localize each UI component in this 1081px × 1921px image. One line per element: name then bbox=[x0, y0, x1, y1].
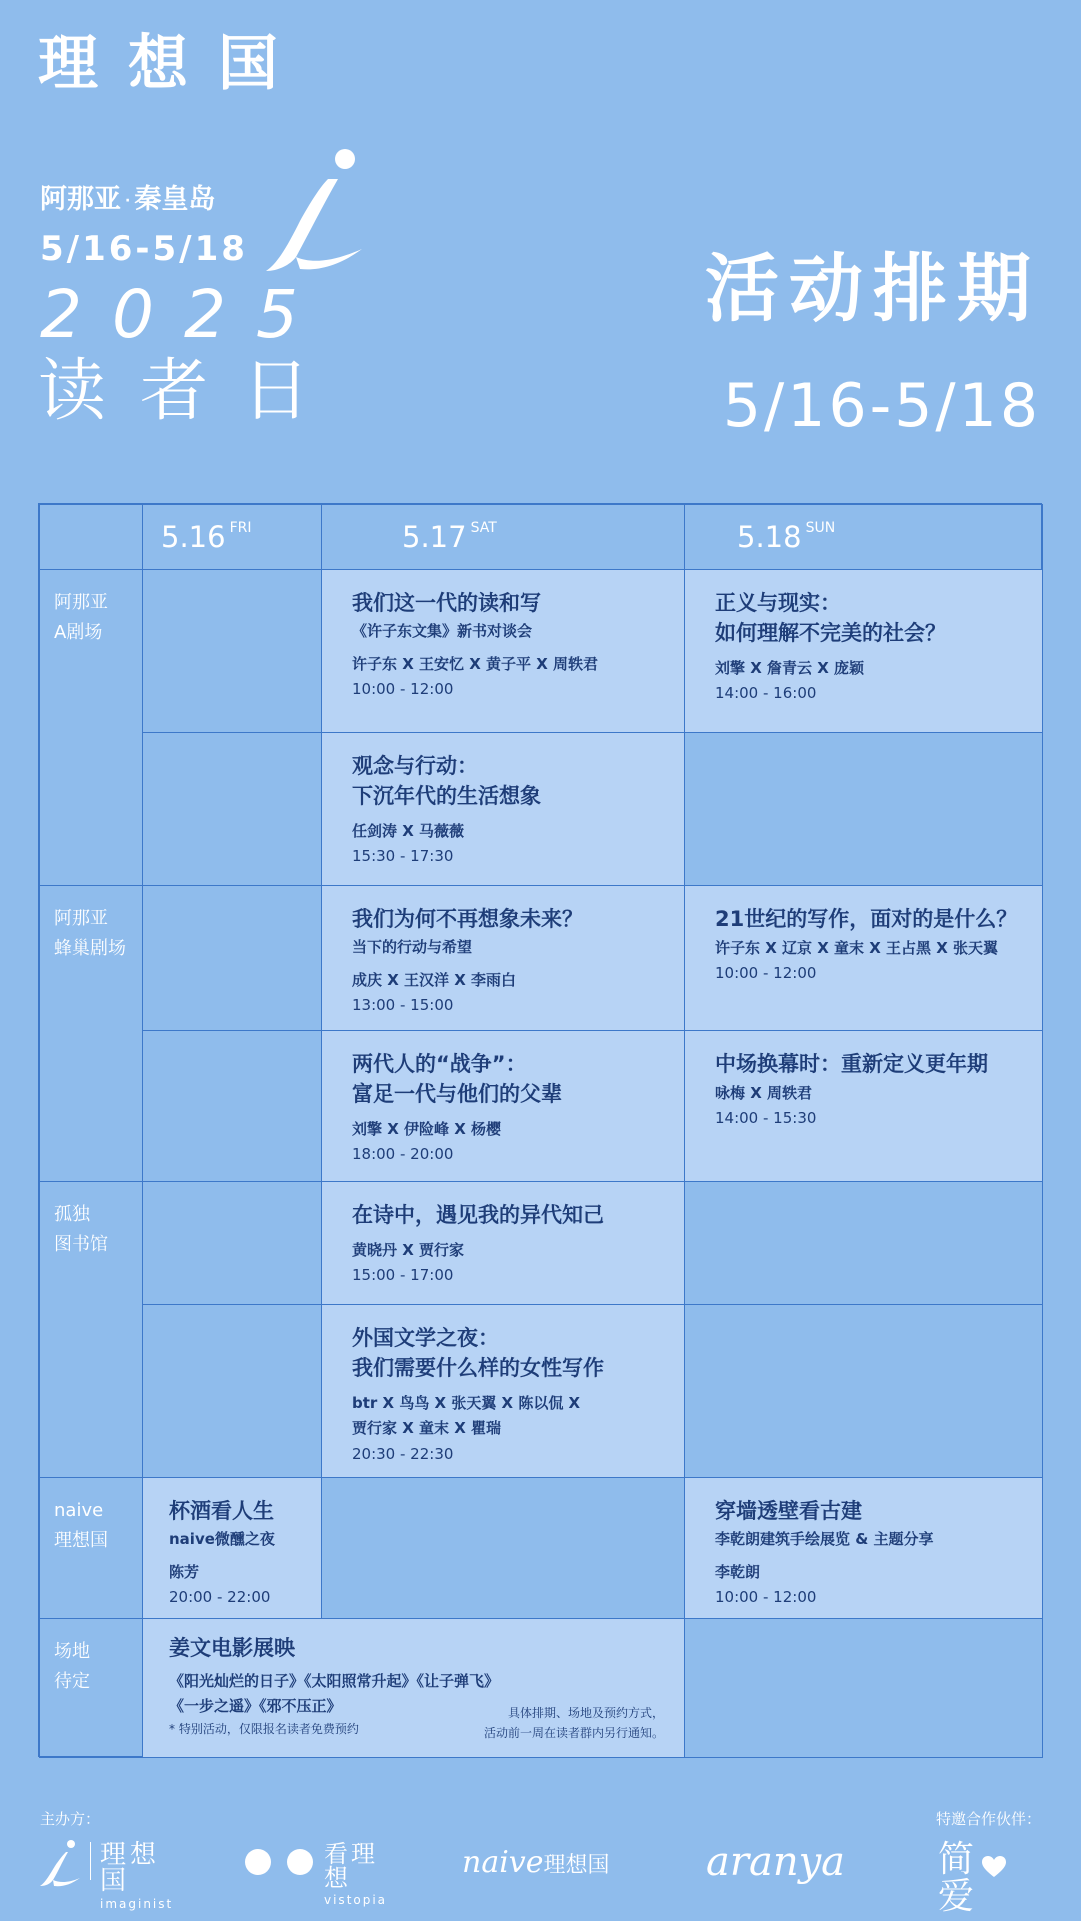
logo-text: naive bbox=[462, 1845, 544, 1880]
empty-slot bbox=[142, 569, 322, 733]
event-speakers: 任剑涛 X 马薇薇 bbox=[352, 822, 465, 840]
venue-line: naive bbox=[54, 1500, 104, 1521]
event-title: 姜文电影展映 bbox=[169, 1636, 295, 1660]
event-speakers: 许子东 X 王安忆 X 黄子平 X 周轶君 bbox=[352, 655, 599, 673]
film-list: 《阳光灿烂的日子》《太阳照常升起》《让子弹飞》 bbox=[169, 1672, 500, 1690]
venue-line: 阿那亚 bbox=[54, 908, 108, 929]
venue-line: 蜂巢剧场 bbox=[54, 938, 126, 959]
event-speakers: 咏梅 X 周轶君 bbox=[715, 1084, 813, 1102]
partner-label: 特邀合作伙伴： bbox=[935, 1810, 1041, 1828]
empty-slot bbox=[684, 732, 1043, 886]
venue-library bbox=[39, 1181, 143, 1478]
event-card bbox=[684, 1477, 1043, 1619]
event-title: 下沉年代的生活想象 bbox=[352, 784, 541, 808]
empty-slot bbox=[321, 1477, 685, 1619]
event-dates: 5/16-5/18 bbox=[40, 229, 248, 269]
event-time: 14:00 - 16:00 bbox=[715, 684, 817, 702]
event-title: 两代人的“战争”： bbox=[352, 1052, 527, 1076]
venue-hive-theater bbox=[39, 885, 143, 1182]
empty-slot bbox=[142, 732, 322, 886]
event-title: 中场换幕时：重新定义更年期 bbox=[715, 1052, 988, 1076]
venue-line: A剧场 bbox=[54, 622, 103, 643]
imaginist-i-icon bbox=[38, 1838, 82, 1888]
film-list: 《一步之遥》《邪不压正》 bbox=[169, 1697, 342, 1715]
event-title: 富足一代与他们的父辈 bbox=[352, 1082, 562, 1106]
event-time: 15:00 - 17:00 bbox=[352, 1266, 454, 1284]
vistopia-dots-icon bbox=[244, 1846, 316, 1878]
event-title: 如何理解不完美的社会？ bbox=[715, 621, 946, 645]
logo-row bbox=[38, 1838, 1042, 1917]
event-speakers: 成庆 X 王汉洋 X 李雨白 bbox=[352, 971, 517, 989]
aranya-logo bbox=[706, 1839, 846, 1885]
event-name: 读者日 bbox=[38, 352, 345, 431]
event-speakers: btr X 鸟鸟 X 张天翼 X 陈以侃 X bbox=[352, 1394, 581, 1412]
empty-slot bbox=[684, 1618, 1043, 1758]
location-dot: · bbox=[125, 192, 131, 209]
venue-line: 图书馆 bbox=[54, 1234, 108, 1255]
event-subtitle: 当下的行动与希望 bbox=[352, 938, 473, 956]
event-title: 正义与现实： bbox=[715, 591, 841, 615]
schedule-title: 活动排期 bbox=[705, 246, 1041, 332]
empty-slot bbox=[684, 1181, 1043, 1305]
event-notice: 活动前一周在读者群内另行通知。 bbox=[483, 1726, 664, 1740]
schedule-dates: 5/16-5/18 bbox=[722, 371, 1041, 441]
event-title: 21世纪的写作，面对的是什么？ bbox=[715, 907, 1018, 931]
event-title: 我们需要什么样的女性写作 bbox=[352, 1356, 604, 1380]
event-time: 20:30 - 22:30 bbox=[352, 1445, 454, 1463]
logo-text: 理想国 bbox=[100, 1840, 161, 1896]
imaginist-i-logo-icon bbox=[250, 145, 380, 275]
event-card bbox=[321, 885, 685, 1031]
event-card bbox=[321, 1181, 685, 1305]
event-card bbox=[321, 1030, 685, 1182]
venue-line: 阿那亚 bbox=[54, 592, 108, 613]
event-title: 我们这一代的读和写 bbox=[352, 591, 541, 615]
day-weekday: SUN bbox=[805, 520, 836, 536]
event-time: 10:00 - 12:00 bbox=[715, 964, 817, 982]
event-title: 在诗中，遇见我的异代知己 bbox=[352, 1203, 604, 1227]
day-date: 5.18 bbox=[737, 520, 802, 554]
venue-line: 孤独 bbox=[54, 1204, 90, 1225]
jianai-logo bbox=[938, 1839, 1042, 1917]
event-card bbox=[321, 732, 685, 886]
event-subtitle: 李乾朗建筑手绘展览 & 主题分享 bbox=[715, 1530, 934, 1548]
event-time: 14:00 - 15:30 bbox=[715, 1109, 817, 1127]
event-title: 杯酒看人生 bbox=[169, 1499, 274, 1523]
event-speakers: 刘擎 X 詹青云 X 庞颖 bbox=[715, 659, 865, 677]
event-card-film bbox=[142, 1618, 685, 1758]
logo-subtext: imaginist bbox=[100, 1897, 174, 1911]
empty-slot bbox=[142, 885, 322, 1031]
event-card bbox=[684, 1030, 1043, 1182]
naive-logo bbox=[462, 1845, 610, 1880]
event-title: 穿墙透壁看古建 bbox=[715, 1499, 862, 1523]
heart-icon bbox=[981, 1855, 1007, 1879]
event-card bbox=[321, 1304, 685, 1478]
logo-text: 看理想 bbox=[324, 1840, 378, 1892]
venue-tbd bbox=[39, 1618, 143, 1758]
event-time: 10:00 - 12:00 bbox=[352, 680, 454, 698]
venue-a-theater bbox=[39, 569, 143, 886]
day-header-fri bbox=[142, 504, 322, 570]
day-weekday: FRI bbox=[229, 520, 252, 536]
day-date: 5.16 bbox=[161, 520, 226, 554]
event-title: 观念与行动： bbox=[352, 754, 478, 778]
event-speakers: 刘擎 X 伊险峰 X 杨樱 bbox=[352, 1120, 502, 1138]
event-time: 10:00 - 12:00 bbox=[715, 1588, 817, 1606]
location-city: 秦皇岛 bbox=[134, 184, 216, 215]
event-speakers: 许子东 X 辽京 X 童末 X 王占黑 X 张天翼 bbox=[715, 939, 999, 957]
logo-text: 理想国 bbox=[543, 1853, 610, 1878]
venue-line: 场地 bbox=[54, 1641, 90, 1662]
event-title: 我们为何不再想象未来？ bbox=[352, 907, 583, 931]
venue-line: 待定 bbox=[54, 1671, 90, 1692]
venue-naive bbox=[39, 1477, 143, 1619]
event-time: 20:00 - 22:00 bbox=[169, 1588, 271, 1606]
event-speakers: 贾行家 X 童末 X 瞿瑞 bbox=[352, 1419, 502, 1437]
day-date: 5.17 bbox=[402, 520, 467, 554]
event-speakers: 李乾朗 bbox=[715, 1563, 761, 1581]
empty-slot bbox=[142, 1181, 322, 1305]
event-time: 13:00 - 15:00 bbox=[352, 996, 454, 1014]
event-location bbox=[40, 186, 215, 213]
logo-text: aranya bbox=[706, 1839, 846, 1885]
logo-text: 简 bbox=[938, 1839, 975, 1880]
logo-subtext: vistopia bbox=[324, 1893, 388, 1907]
day-weekday: SAT bbox=[470, 520, 497, 536]
schedule-table bbox=[38, 503, 1042, 1757]
event-card bbox=[684, 569, 1043, 733]
day-header-sun bbox=[684, 504, 1043, 570]
event-speakers: 黄晓丹 X 贾行家 bbox=[352, 1241, 465, 1259]
table-corner bbox=[39, 504, 143, 570]
event-subtitle: 《许子东文集》新书对谈会 bbox=[352, 622, 533, 640]
event-title: 外国文学之夜： bbox=[352, 1326, 499, 1350]
event-year: 2025 bbox=[40, 276, 328, 353]
empty-slot bbox=[684, 1304, 1043, 1478]
event-time: 18:00 - 20:00 bbox=[352, 1145, 454, 1163]
event-time: 15:30 - 17:30 bbox=[352, 847, 454, 865]
brand-title: 理想国 bbox=[38, 29, 308, 99]
logo-text: 爱 bbox=[938, 1875, 975, 1917]
organizer-label: 主办方： bbox=[40, 1810, 101, 1828]
event-card bbox=[142, 1477, 322, 1619]
venue-line: 理想国 bbox=[54, 1530, 108, 1551]
event-speakers: 陈芳 bbox=[169, 1563, 200, 1581]
event-note: * 特别活动，仅限报名读者免费预约 bbox=[169, 1722, 359, 1736]
event-card bbox=[321, 569, 685, 733]
day-header-sat bbox=[321, 504, 685, 570]
event-notice: 具体排期、场地及预约方式， bbox=[507, 1706, 664, 1720]
empty-slot bbox=[142, 1304, 322, 1478]
event-subtitle: naive微醺之夜 bbox=[169, 1530, 275, 1548]
event-card bbox=[684, 885, 1043, 1031]
empty-slot bbox=[142, 1030, 322, 1182]
location-name: 阿那亚 bbox=[40, 184, 121, 215]
